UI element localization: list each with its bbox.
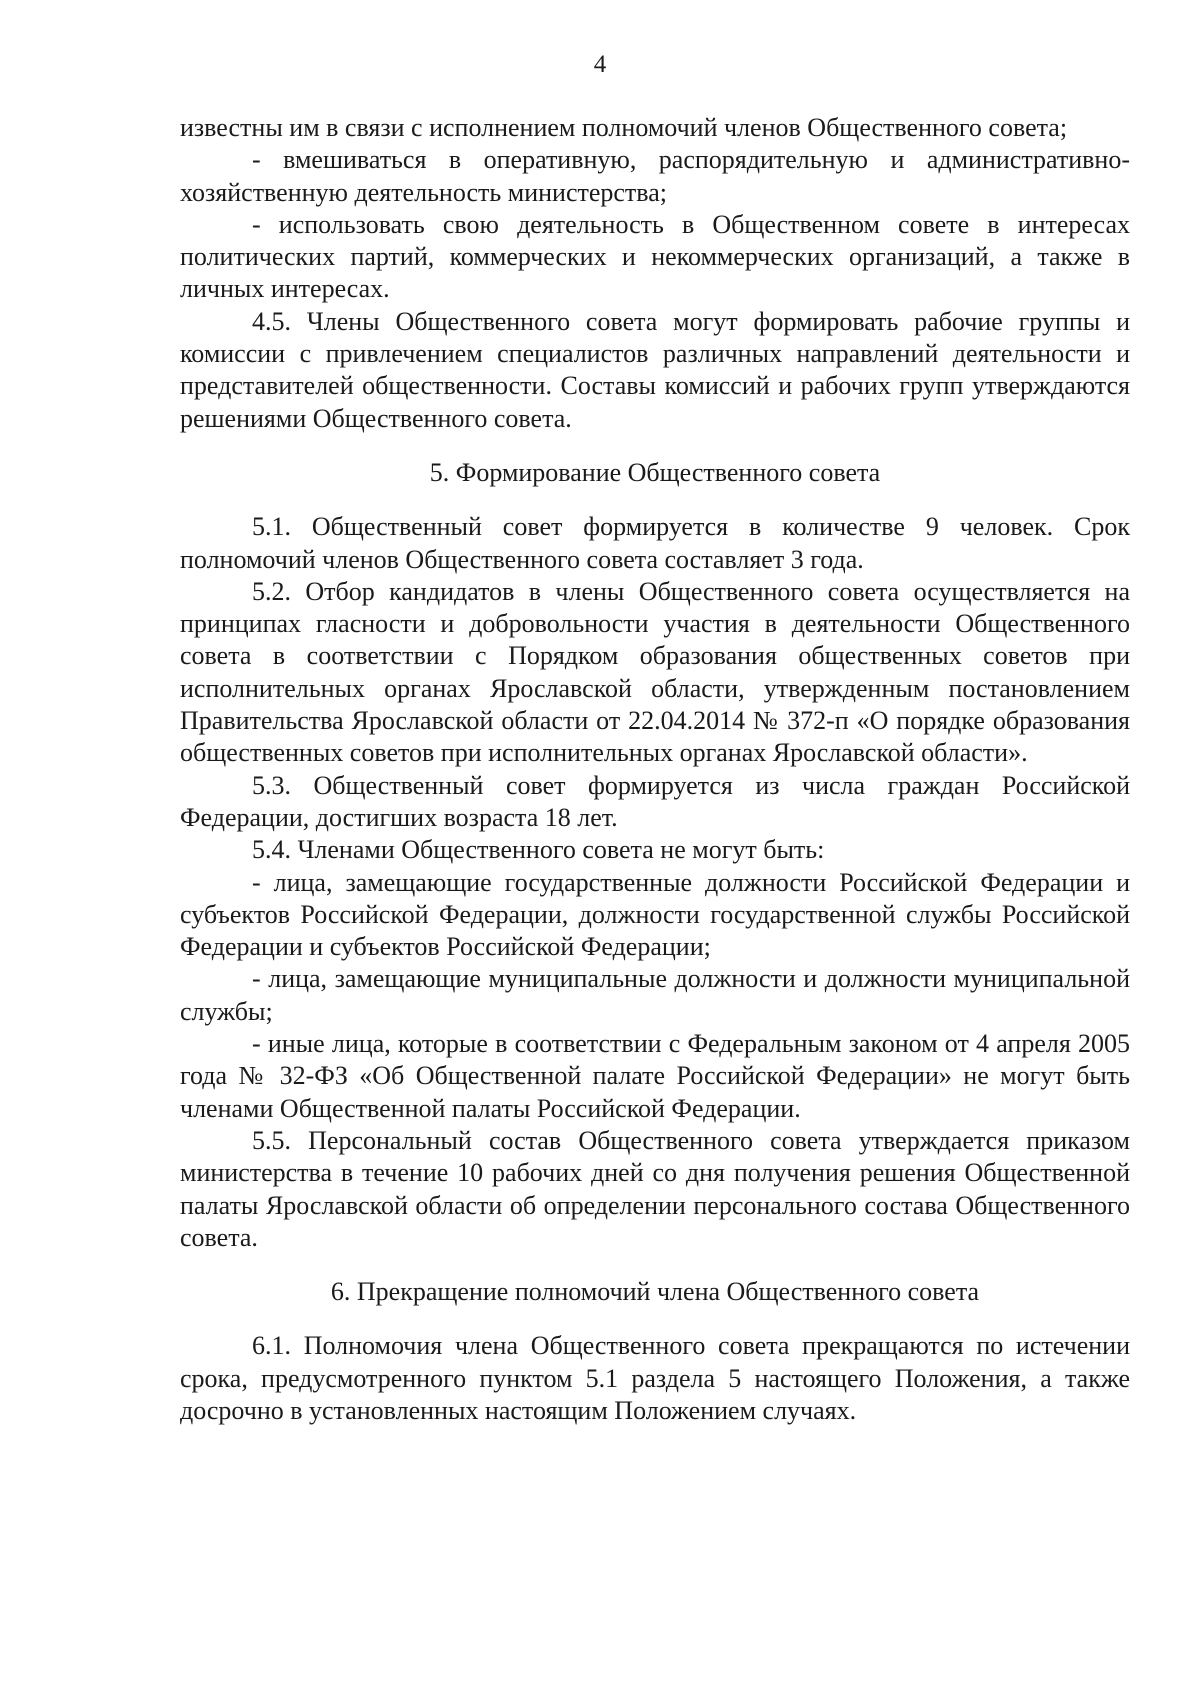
paragraph-5-4-item-b: - лица, замещающие муниципальные должности и должности муниципальной службы; xyxy=(180,964,1130,1026)
paragraph-5-1: 5.1. Общественный совет формируется в количестве 9 человек. Срок полномочий членов Общественного совета составляет 3 года. xyxy=(180,512,1130,574)
paragraph-5-4-item-a: - лица, замещающие государственные должности Российской Федерации и субъектов Российской Федерации, должности государственной службы Российской Федерации и субъектов Российской Федерации; xyxy=(180,867,1130,962)
paragraph-5-4: 5.4. Членами Общественного совета не могут быть: xyxy=(252,835,825,865)
paragraph-5-4-item-c: - иные лица, которые в соответствии с Федеральным законом от 4 апреля 2005 года № 32-ФЗ «Об Общественной палате Российской Федерации» не могут быть членами Общественной палаты Российской Федерации. xyxy=(180,1029,1130,1123)
document-body xyxy=(180,112,1130,1427)
paragraph-6-1: 6.1. Полномочия члена Общественного совета прекращаются по истечении срока, предусмотренного пунктом 5.1 раздела 5 настоящего Положения, а также досрочно в установленных настоящим Положением случаях. xyxy=(180,1331,1130,1425)
paragraph-continuation: известны им в связи с исполнением полномочий членов Общественного совета; xyxy=(180,113,1068,142)
paragraph-4-5: 4.5. Члены Общественного совета могут формировать рабочие группы и комиссии с привлечением специалистов различных направлений деятельности и представителей общественности. Составы комиссий и рабочих групп утверждаются решениями Общественного совета. xyxy=(180,306,1130,433)
paragraph-5-5: 5.5. Персональный состав Общественного совета утверждается приказом министерства в течение 10 рабочих дней со дня получения решения Общественной палаты Ярославской области об определении персонального состава Общественного совета. xyxy=(180,1125,1130,1252)
paragraph-5-3: 5.3. Общественный совет формируется из числа граждан Российской Федерации, достигших возраста 18 лет. xyxy=(180,770,1130,832)
section-5-heading: 5. Формирование Общественного совета xyxy=(429,457,881,487)
paragraph-prohibition-use: - использовать свою деятельность в Общественном совете в интересах политических партий, коммерческих и некоммерческих организаций, а также в личных интересах. xyxy=(180,209,1130,304)
page-number: 4 xyxy=(593,51,607,78)
paragraph-5-2: 5.2. Отбор кандидатов в члены Общественного совета осуществляется на принципах гласности и добровольности участия в деятельности Общественного совета в соответствии с Порядком образования общественных советов при исполнительных органах Ярославской области, утвержденным постановлением Правительства Ярославской области от 22.04.2014 № 372-п «О порядке образования общественных советов при исполнительных органах Ярославской области». xyxy=(180,576,1130,768)
section-6-heading: 6. Прекращение полномочий члена Общественного совета xyxy=(330,1277,980,1307)
paragraph-prohibition-interfere: - вмешиваться в оперативную, распорядительную и административно-хозяйственную деятельность министерства; xyxy=(180,145,1130,207)
